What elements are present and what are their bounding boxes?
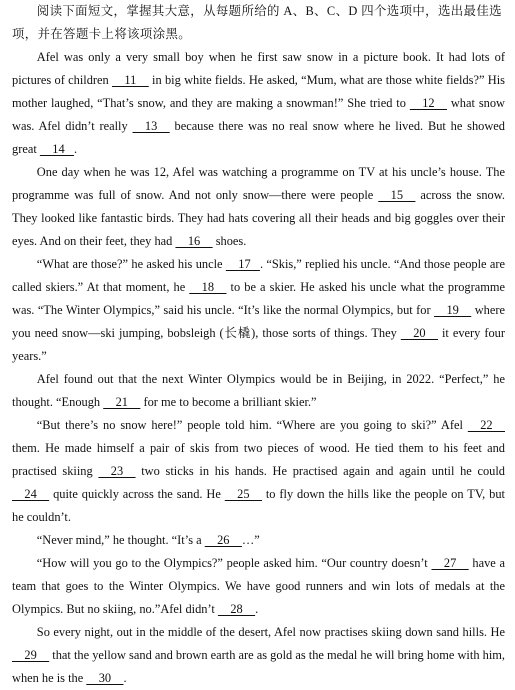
answer-blank[interactable]: 18 [189, 280, 227, 294]
passage-paragraph [12, 552, 505, 621]
passage-text: “Never mind,” he thought. “It’s a [36, 533, 205, 547]
passage-text: “But there’s no snow here!” people told him. “Where are you going to ski?” Afel [36, 418, 468, 432]
passage-text: . “Skis,” replied his uncle. “And those people are called skiers.” At that moment, he [12, 257, 505, 294]
passage-text: what snow was. Afel didn’t really [12, 96, 505, 133]
passage-text: to be a skier. He asked his uncle what the programme was. “The Winter Olympics,” said his uncle. “It’s like the normal Olympics, but for [12, 280, 505, 317]
passage-paragraph [12, 161, 505, 253]
passage-text: shoes. [212, 234, 247, 248]
passage-paragraph [12, 414, 505, 529]
passage-text: have a team that goes to the Winter Olympics. We have good runners and win lots of medals at the Olympics. But no skiing, no.”Afel didn’t [12, 556, 505, 616]
passage-text: two sticks in his hands. He practised again and again until he could [135, 464, 505, 478]
passage-text: where you need snow—ski jumping, bobsleigh (长橇), those sorts of things. They [12, 303, 505, 340]
answer-blank[interactable]: 22 [467, 418, 505, 432]
passage-text: them. He made himself a pair of skis from two pieces of wood. He tied them to his feet and practised skiing [12, 441, 505, 478]
answer-blank[interactable]: 26 [204, 533, 242, 547]
passage-text: …” [241, 533, 260, 547]
passage-paragraph [12, 621, 505, 690]
passage-paragraph [12, 253, 505, 368]
passage-paragraph [12, 368, 505, 414]
answer-blank[interactable]: 27 [431, 556, 469, 570]
answer-blank[interactable]: 14 [39, 142, 74, 156]
passage-text: Afel found out that the next Winter Olympics would be in Beijing, in 2022. “Perfect,” he thought. “Enough [12, 372, 505, 409]
answer-blank[interactable]: 29 [12, 648, 50, 662]
passage-text: for me to become a brilliant skier.” [140, 395, 317, 409]
passage-text: because there was no real snow where he lived. But he showed great [12, 119, 506, 156]
passage-text: . [123, 671, 127, 685]
passage-paragraph [12, 529, 505, 552]
instruction-text: 阅读下面短文，掌握其大意，从每题所给的 A、B、C、D 四个选项中，选出最佳选项，并在答题卡上将该项涂黑。 [12, 4, 502, 41]
passage-text: across the snow. They looked like fantastic birds. They had hats covering all their heads and big goggles over their eyes. And on their feet, they had [12, 188, 505, 248]
passage-text: “How will you go to the Olympics?” people asked him. “Our country doesn’t [36, 556, 432, 570]
answer-blank[interactable]: 16 [175, 234, 213, 248]
answer-blank[interactable]: 30 [86, 671, 124, 685]
passage-body [12, 46, 505, 690]
answer-blank[interactable]: 20 [400, 326, 438, 340]
answer-blank[interactable]: 21 [103, 395, 141, 409]
answer-blank[interactable]: 12 [409, 96, 447, 110]
answer-blank[interactable]: 15 [378, 188, 416, 202]
passage-text: that the yellow sand and brown earth are as gold as the medal he will bring home with him, when he is the [12, 648, 505, 685]
passage-text: it every four years.” [12, 326, 505, 363]
passage-text: “What are those?” he asked his uncle [36, 257, 226, 271]
answer-blank[interactable]: 17 [225, 257, 260, 271]
passage-text: Afel was only a very small boy when he first saw snow in a picture book. It had lots of pictures of children [12, 50, 505, 87]
answer-blank[interactable]: 23 [98, 464, 136, 478]
answer-blank[interactable]: 19 [434, 303, 472, 317]
passage-text: in big white fields. He asked, “Mum, what are those white fields?” His mother laughed, “That’s snow, and they are making a snowman!” She tried to [12, 73, 506, 110]
passage-paragraph [12, 46, 505, 161]
answer-blank[interactable]: 28 [217, 602, 256, 616]
passage-text: quite quickly across the sand. He [49, 487, 225, 501]
passage-text: to fly down the hills like the people on TV, but he couldn’t. [12, 487, 505, 524]
passage-text: So every night, out in the middle of the desert, Afel now practises skiing down sand hills. He [36, 625, 505, 639]
answer-blank[interactable]: 24 [12, 487, 50, 501]
passage-text: . [73, 142, 78, 156]
answer-blank[interactable]: 13 [132, 119, 170, 133]
passage-text: . [255, 602, 259, 616]
answer-blank[interactable]: 25 [224, 487, 262, 501]
passage-text: One day when he was 12, Afel was watching a programme on TV at his uncle’s house. The programme was full of snow. And not only snow—there were people [12, 165, 505, 202]
answer-blank[interactable]: 11 [112, 73, 149, 87]
